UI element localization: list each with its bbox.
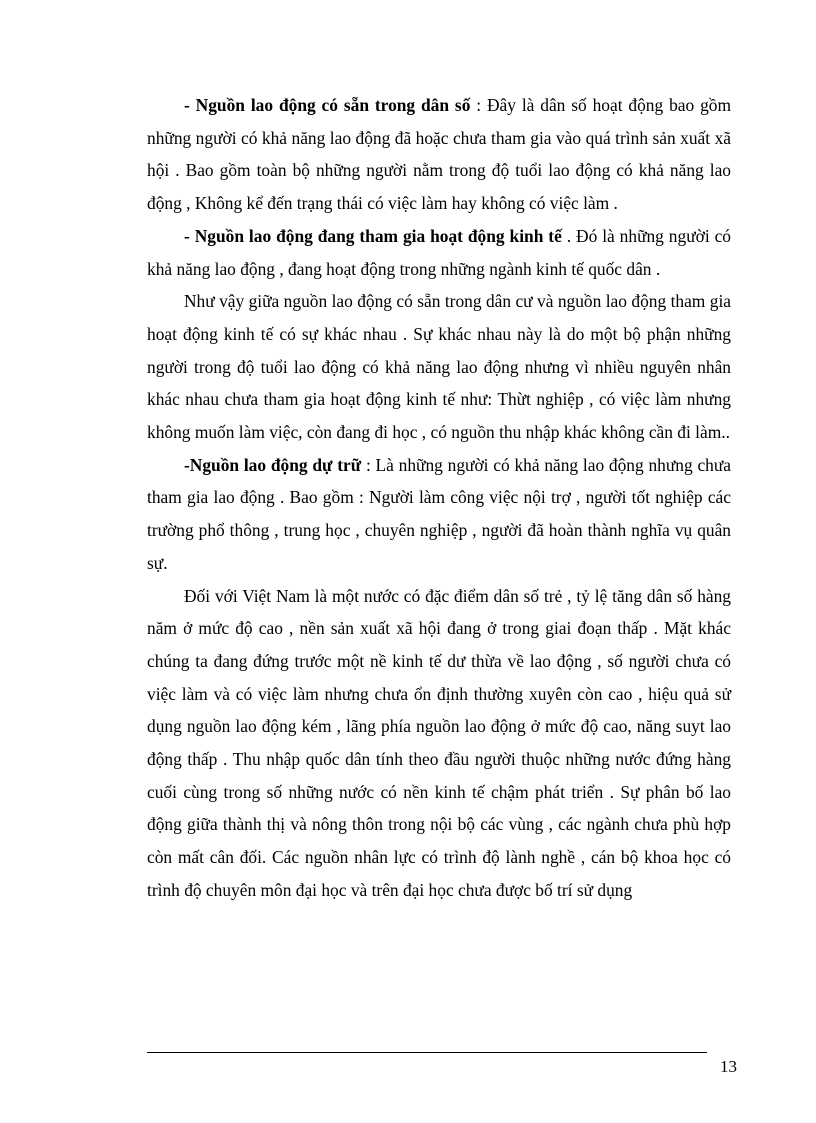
paragraph-text: Như vậy giữa nguồn lao động có sẵn trong dân cư và nguồn lao động tham gia hoạt động kinh tế có sự khác nhau . Sự khác nhau này là do một bộ phận những người trong độ tuổi lao động có khả năng lao động nhưng vì nhiều nguyên nhân khác nhau chưa tham gia hoạt động kinh tế như: Thừt nghiệp , có việc làm nhưng không muốn làm việc, còn đang đi học , có nguồn thu nhập khác không cần đi làm..	[147, 291, 731, 443]
paragraph-active-labor	[147, 220, 731, 285]
paragraph-available-labor	[147, 89, 731, 220]
paragraph-text: . Đó là những người có khả năng lao động , đang hoạt động trong những ngành kinh tế quốc dân .	[147, 225, 731, 279]
paragraph-lead: - Nguồn lao động đang tham gia hoạt động kinh tế	[184, 225, 562, 246]
paragraph-lead: -Nguồn lao động dự trữ	[184, 454, 362, 475]
paragraph-lead: - Nguồn lao động có sẵn trong dân số	[184, 95, 471, 115]
page-body	[147, 89, 731, 907]
paragraph-text: : Là những người có khả năng lao động nhưng chưa tham gia lao động . Bao gồm : Người làm công việc nội trợ , người tốt nghiệp các trường phổ thông , trung học , chuyên nghiệp , người đã hoàn thành nghĩa vụ quân sự.	[147, 454, 731, 573]
paragraph-difference	[147, 285, 731, 449]
page-number: 13	[720, 1057, 737, 1076]
footer-divider	[147, 1052, 707, 1053]
paragraph-vietnam	[147, 580, 731, 907]
paragraph-text: Đối với Việt Nam là một nước có đặc điểm dân số trẻ , tỷ lệ tăng dân số hàng năm ở mức độ cao , nền sản xuất xã hội đang ở trong giai đoạn thấp . Mặt khác chúng ta đang đứng trước một nề kinh tế dư thừa về lao động , số người chưa có việc làm và có việc làm nhưng chưa ổn định thường xuyên còn cao , hiệu quả sử dụng nguồn lao động kém , lãng phía nguồn lao động ở mức độ cao, năng suyt lao động thấp . Thu nhập quốc dân tính theo đầu người thuộc những nước đứng hàng cuối cùng trong số những nước có nền kinh tế chậm phát triển . Sự phân bố lao động giữa thành thị và nông thôn trong nội bộ các vùng , các ngành chưa phù hợp còn mất cân đối. Các nguồn nhân lực có trình độ lành nghề , cán bộ khoa học có trình độ chuyên môn đại học và trên đại học chưa được bố trí sử dụng	[147, 585, 731, 900]
paragraph-text: : Đây là dân số hoạt động bao gồm những người có khả năng lao động đã hoặc chưa tham gia vào quá trình sản xuất xã hội . Bao gồm toàn bộ những người nằm trong độ tuổi lao động có khả năng lao động , Không kể đến trạng thái có việc làm hay không có việc làm .	[147, 95, 731, 214]
paragraph-reserve-labor	[147, 449, 731, 580]
